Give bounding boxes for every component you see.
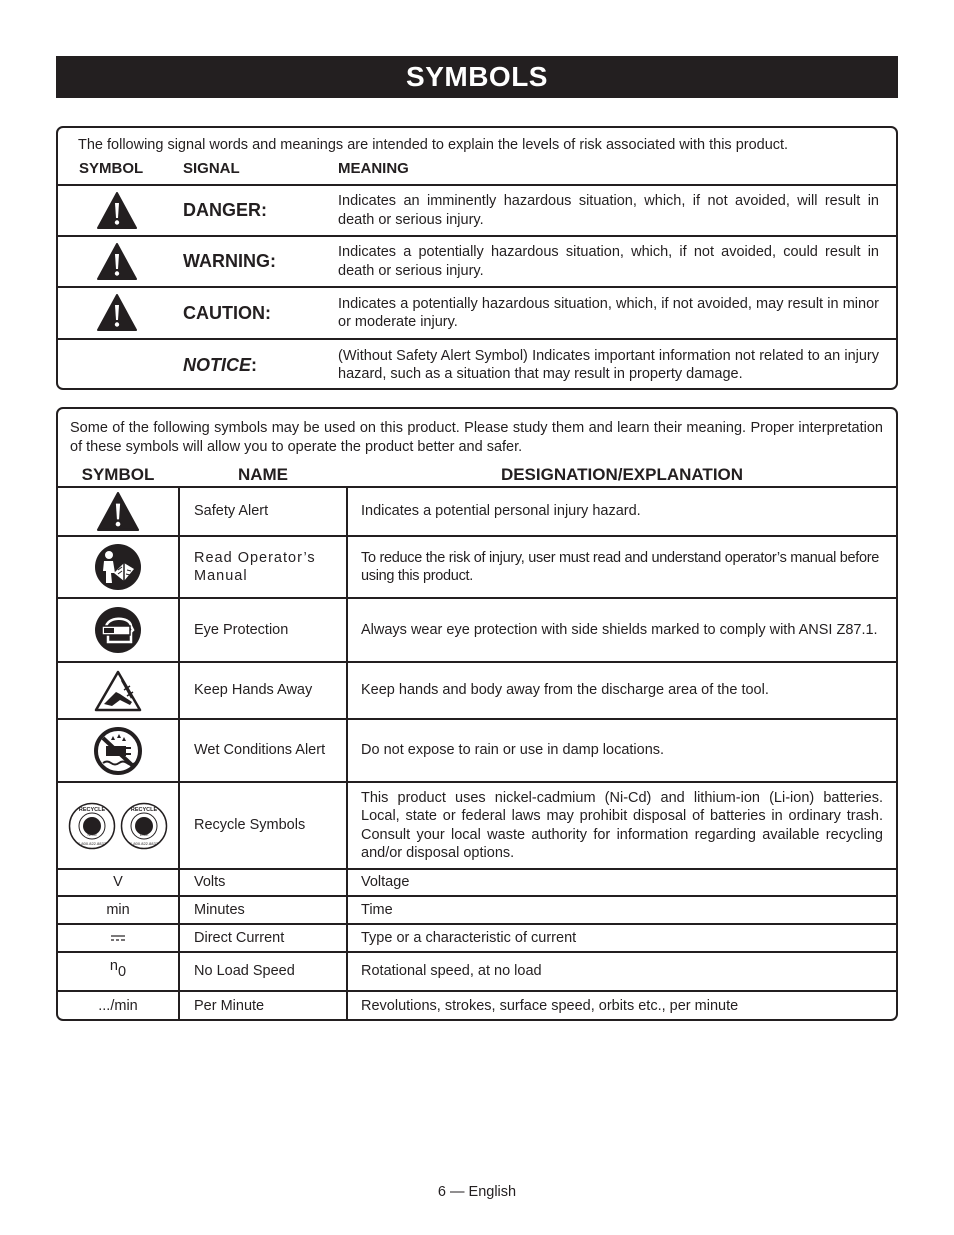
symbol-explanation: Revolutions, strokes, surface speed, orbits etc., per minute (361, 998, 739, 1015)
signal-row-notice (58, 338, 896, 390)
header-designation: DESIGNATION/EXPLANATION (500, 465, 744, 484)
safety-alert-triangle-icon (58, 186, 176, 235)
header-signal: SIGNAL (183, 160, 240, 177)
meaning-notice: (Without Safety Alert Symbol) Indicates important information not related to an injury hazard, such as a situation that may result in property damage. (338, 347, 879, 382)
signal-row-danger (58, 184, 896, 235)
meaning-caution: Indicates a potentially hazardous situation, which, if not avoided, may result in minor or moderate injury. (338, 295, 879, 330)
symbol-name: Minutes (194, 901, 245, 918)
symbol-text: V (113, 874, 123, 891)
symbol-name: Direct Current (194, 929, 285, 946)
signal-intro: The following signal words and meanings are intended to explain the levels of risk associated with this product. (78, 137, 789, 153)
symbol-explanation: Keep hands and body away from the discharge area of the tool. (361, 682, 769, 699)
symbol-name: Safety Alert (194, 503, 269, 520)
symbols-intro: Some of the following symbols may be used on this product. Please study them and learn their meaning. Proper interpretation of these symbols will allow you to operate the product better and safer. (70, 420, 883, 455)
meaning-warning: Indicates a potentially hazardous situation, which, if not avoided, could result in death or serious injury. (338, 244, 879, 279)
signal-notice-colon: : (251, 354, 258, 375)
symbol-row-volts (58, 868, 896, 895)
symbol-name: Wet Conditions Alert (194, 742, 326, 759)
symbol-explanation: Indicates a potential personal injury hazard. (361, 503, 641, 520)
symbol-row-read-manual (58, 535, 896, 597)
header-symbol: SYMBOL (79, 160, 144, 177)
meaning-danger: Indicates an imminently hazardous situation, which, if not avoided, will result in death or serious injury. (338, 193, 879, 228)
safety-alert-triangle-icon (58, 488, 178, 535)
symbol-explanation: This product uses nickel-cadmium (Ni-Cd) and lithium-ion (Li-ion) batteries. Local, state or federal laws may prohibit disposal of batteries in ordinary trash. Consult your local waste authority for information regarding available recycling and/or disposal options. (361, 789, 883, 861)
header-symbol-2: SYMBOL (81, 465, 155, 484)
symbol-explanation: Do not expose to rain or use in damp locations. (361, 742, 665, 759)
seal-recycle-text: RECYCLE (78, 806, 106, 813)
seal-phone-text: 1.800.822.8837 (130, 840, 158, 846)
symbol-name: Per Minute (194, 998, 265, 1015)
recycle-seal-icon (58, 783, 178, 868)
header-name: NAME (237, 465, 289, 484)
symbol-name: Recycle Symbols (194, 817, 306, 834)
symbol-row-minutes (58, 895, 896, 923)
safety-alert-triangle-icon (58, 288, 176, 338)
symbol-text: .../min (98, 998, 138, 1015)
symbol-text: n (109, 958, 118, 975)
symbol-row-keep-hands-away (58, 661, 896, 718)
symbol-row-recycle (58, 781, 896, 868)
symbol-explanation: Voltage (361, 874, 410, 891)
symbol-explanation: To reduce the risk of injury, user must read and understand operator’s manual before using this product. (361, 549, 880, 584)
direct-current-icon (58, 925, 178, 951)
symbol-text: min (106, 901, 130, 918)
symbol-subscript: 0 (118, 964, 127, 981)
symbol-explanation: Rotational speed, at no load (361, 963, 542, 980)
signal-notice (183, 340, 333, 390)
read-manual-icon (58, 537, 178, 597)
symbol-row-eye-protection (58, 597, 896, 661)
recycle-seal-nicd-icon (68, 802, 116, 850)
symbol-explanation: Type or a characteristic of current (361, 929, 577, 946)
symbol-row-safety-alert (58, 486, 896, 535)
symbol-name: Volts (194, 874, 226, 891)
no-load-speed-symbol (58, 953, 178, 990)
symbol-row-direct-current (58, 923, 896, 951)
symbol-row-per-minute (58, 990, 896, 1021)
page-title: SYMBOLS (56, 56, 898, 98)
symbol-row-wet-conditions (58, 718, 896, 781)
symbol-name: Eye Protection (194, 621, 289, 638)
wet-conditions-icon (58, 720, 178, 781)
seal-recycle-text: RECYCLE (130, 806, 158, 813)
eye-protection-icon (58, 599, 178, 661)
safety-alert-triangle-icon (58, 237, 176, 286)
symbol-row-no-load-speed (58, 951, 896, 990)
symbol-name: Keep Hands Away (194, 682, 313, 699)
signal-row-warning (58, 235, 896, 286)
signal-notice-word: NOTICE (183, 354, 252, 375)
signal-words-table (56, 126, 898, 390)
symbols-table (56, 407, 898, 1021)
symbol-name: No Load Speed (194, 963, 295, 980)
header-meaning: MEANING (338, 160, 409, 177)
seal-phone-text: 1.800.822.8837 (78, 840, 106, 846)
keep-hands-away-icon (58, 663, 178, 718)
seal-chem-text: Ni-Cd (87, 832, 97, 837)
seal-chem-text: Li-ion (139, 832, 149, 837)
signal-warning: WARNING: (183, 251, 276, 271)
recycle-seal-liion-icon (120, 802, 168, 850)
symbol-explanation: Always wear eye protection with side shields marked to comply with ANSI Z87.1. (361, 621, 878, 638)
symbol-name: Read Operator’s Manual (194, 549, 316, 584)
signal-danger: DANGER: (183, 200, 267, 220)
signal-caution: CAUTION: (183, 302, 271, 323)
signal-row-caution (58, 286, 896, 338)
page-footer: 6 — English (437, 1184, 517, 1200)
symbol-explanation: Time (361, 901, 393, 918)
